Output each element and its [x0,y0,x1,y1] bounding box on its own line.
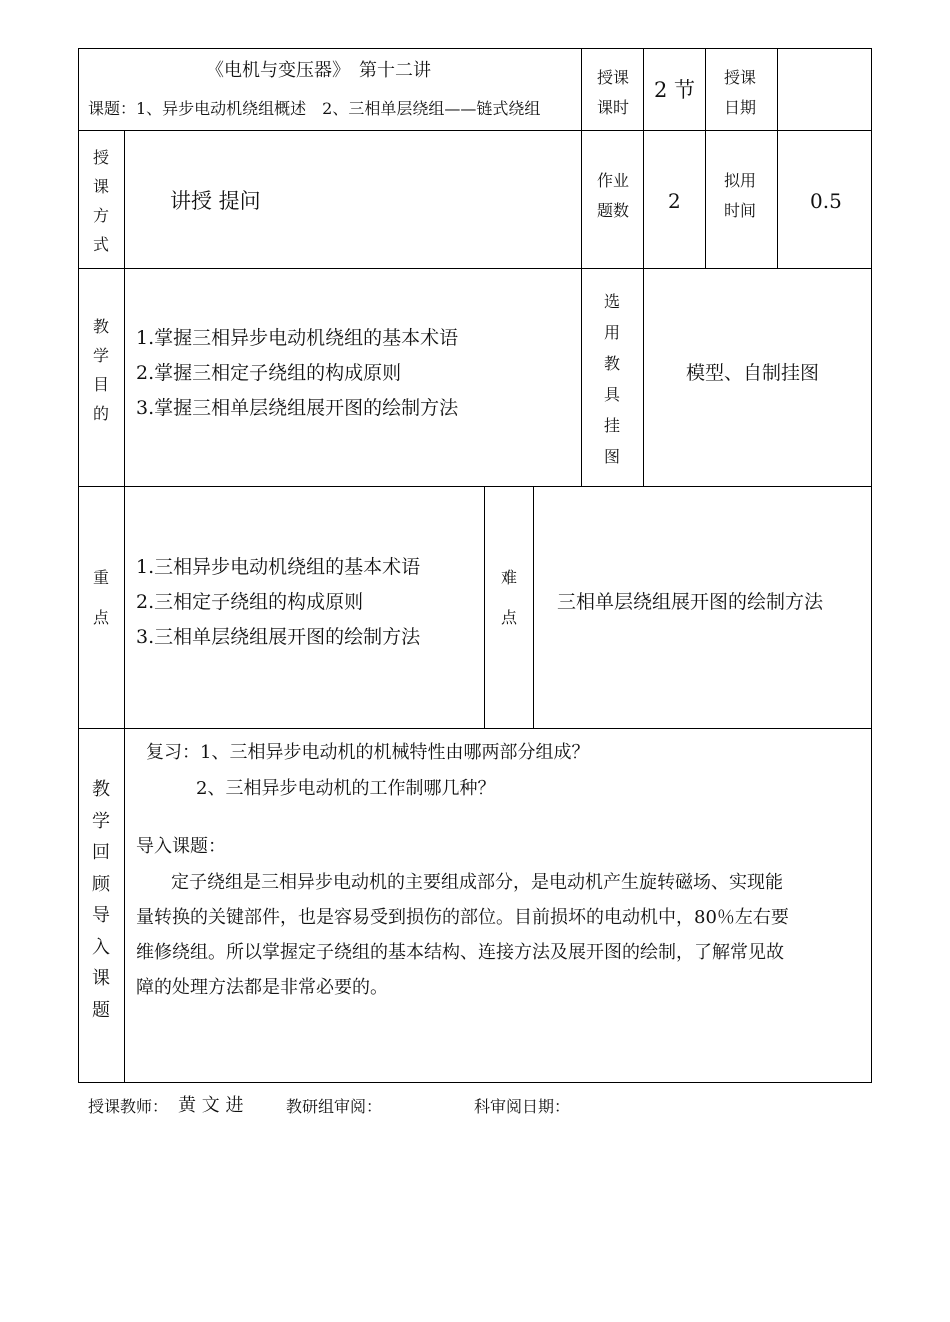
review-question-1: 复习：1、三相异步电动机的机械特性由哪两部分组成？ [146,742,590,763]
review-question-2: 2、三相异步电动机的工作制哪几种？ [196,778,496,799]
planned-time-value: 0.5 [810,189,842,213]
objectives-label: 教 学 目 的 [92,317,109,423]
intro-paragraph-line: 维修绕组。所以掌握定子绕组的基本结构、连接方法及展开图的绘制，了解常见故 [136,942,784,963]
review-group-label: 教研组审阅： [286,1097,383,1116]
objective-item: 2.掌握三相定子绕组的构成原则 [136,362,402,384]
class-hours-value: 2 节 [654,78,696,102]
teacher-name: 黄 文 进 [178,1095,244,1116]
intro-paragraph-line: 量转换的关键部件，也是容易受到损伤的部位。目前损坏的电动机中，80％左右要 [136,907,789,928]
difficulty-value: 三相单层绕组展开图的绘制方法 [557,591,824,613]
planned-time-label-2: 时间 [724,201,757,220]
review-label: 教 学 回 顾 导 入 课 题 [92,779,110,1021]
key-point-item: 1.三相异步电动机绕组的基本术语 [136,556,421,578]
homework-label-2: 题数 [597,201,630,220]
class-hours-label-2: 课时 [597,98,630,117]
teaching-aids-label: 选 用 教 具 挂 图 [603,292,620,466]
date-label-2: 日期 [724,98,757,117]
key-point-item: 3.三相单层绕组展开图的绘制方法 [136,626,421,648]
teaching-aids-value: 模型、自制挂图 [686,362,820,384]
intro-heading: 导入课题： [136,836,226,857]
difficulty-label: 难 点 [500,568,517,627]
homework-value: 2 [668,189,681,213]
review-date-label: 科审阅日期： [474,1097,571,1116]
key-points-label: 重 点 [92,568,109,627]
homework-label-1: 作业 [597,171,630,190]
class-hours-label-1: 授课 [597,68,630,87]
date-label-1: 授课 [724,68,757,87]
planned-time-label-1: 拟用 [724,171,757,190]
key-point-item: 2.三相定子绕组的构成原则 [136,591,364,613]
method-value: 讲授 提问 [170,189,261,213]
method-label: 授 课 方 式 [92,148,109,254]
intro-paragraph-line: 定子绕组是三相异步电动机的主要组成部分，是电动机产生旋转磁场、实现能 [171,872,783,893]
objective-item: 1.掌握三相异步电动机绕组的基本术语 [136,327,459,349]
lesson-topic: 课题：1、异步电动机绕组概述 2、三相单层绕组——链式绕组 [88,99,541,118]
objective-item: 3.掌握三相单层绕组展开图的绘制方法 [136,397,459,419]
intro-paragraph-line: 障的处理方法都是非常必要的。 [136,977,388,998]
course-title: 《电机与变压器》 第十二讲 [206,60,431,81]
teacher-label: 授课教师： [88,1097,169,1116]
